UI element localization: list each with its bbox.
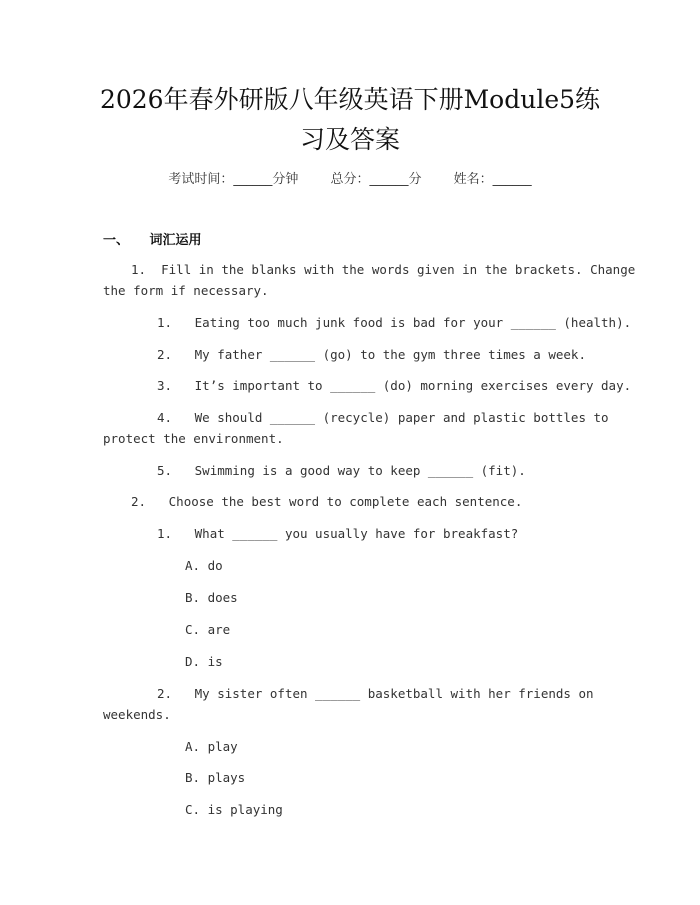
q2-item-2-option-b: B. plays <box>185 770 246 785</box>
q1-item-2 <box>157 347 586 362</box>
item-number: 4. <box>157 410 173 425</box>
q1-instruction-line-1 <box>131 262 635 277</box>
item-number: 3. <box>157 378 173 393</box>
section-number: 一、 <box>103 233 130 248</box>
exam-meta <box>0 168 700 187</box>
item-text: Eating too much junk food is bad for your ______ (health). <box>194 315 632 330</box>
q1-instruction-text: Fill in the blanks with the words given in the brackets. Change <box>161 262 636 277</box>
title-line-1: 2026年春外研版八年级英语下册Module5练 <box>99 85 601 114</box>
q2-item-2-line-2: weekends. <box>103 707 171 722</box>
item-text: My sister often ______ basketball with her friends on <box>194 686 594 701</box>
section-heading <box>103 229 202 248</box>
title-line-2: 习及答案 <box>299 125 400 154</box>
item-text: My father ______ (go) to the gym three times a week. <box>194 347 586 362</box>
item-text: It’s important to ______ (do) morning exercises every day. <box>194 378 632 393</box>
q1-item-3 <box>157 378 631 393</box>
q1-item-4-line-2: protect the environment. <box>103 431 284 446</box>
q2-item-1-option-a: A. do <box>185 558 223 573</box>
q2-item-2-option-c: C. is playing <box>185 802 283 817</box>
name-label: 姓名：______ <box>453 172 532 187</box>
item-number: 2. <box>157 686 173 701</box>
q1-item-5 <box>157 463 526 478</box>
item-number: 2. <box>157 347 173 362</box>
q2-item-1-option-d: D. is <box>185 654 223 669</box>
q1-item-1 <box>157 315 631 330</box>
section-title: 词汇运用 <box>149 233 202 248</box>
q2-item-2-option-a: A. play <box>185 739 238 754</box>
q1-instruction-line-2: the form if necessary. <box>103 283 269 298</box>
item-text: What ______ you usually have for breakfast? <box>194 526 519 541</box>
q2-item-1-option-b: B. does <box>185 590 238 605</box>
item-number: 1. <box>157 315 173 330</box>
q2-item-1-option-c: C. are <box>185 622 231 637</box>
q2-item-2-line-1 <box>157 686 594 701</box>
item-number: 5. <box>157 463 173 478</box>
q2-item-1 <box>157 526 518 541</box>
total-score-label: 总分：______分 <box>330 172 422 187</box>
item-text: Swimming is a good way to keep ______ (fit). <box>194 463 526 478</box>
q2-instruction <box>131 494 522 509</box>
item-text: We should ______ (recycle) paper and plastic bottles to <box>194 410 609 425</box>
q2-instruction-text: Choose the best word to complete each sentence. <box>168 494 523 509</box>
item-number: 1. <box>157 526 173 541</box>
exam-time-label: 考试时间：______分钟 <box>168 172 299 187</box>
q1-number: 1. <box>131 262 147 277</box>
document-title <box>90 80 610 160</box>
q2-number: 2. <box>131 494 147 509</box>
q1-item-4-line-1 <box>157 410 609 425</box>
